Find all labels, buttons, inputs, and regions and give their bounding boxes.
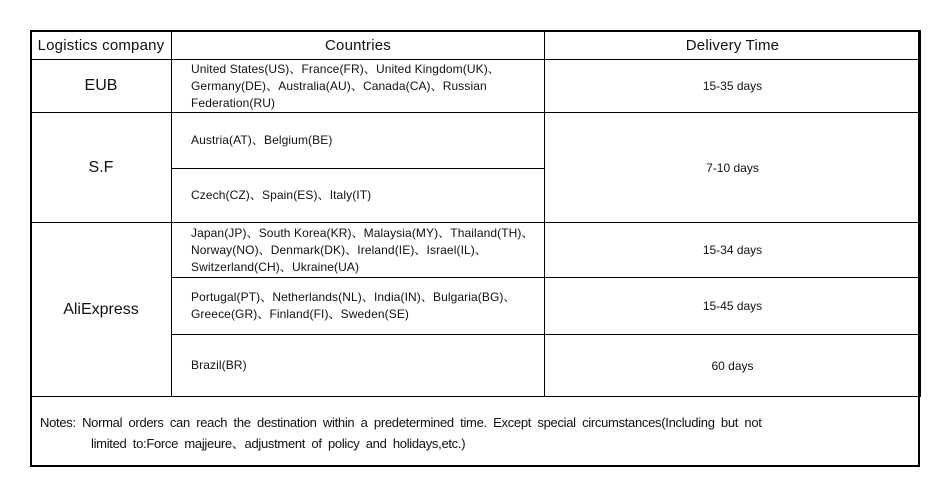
header-countries: Countries [172, 31, 545, 60]
notes-line-2: limited to:Force majjeure、adjustment of policy and holidays,etc.) [91, 436, 466, 451]
table-header-row [31, 31, 921, 60]
delivery-time-cell: 15-34 days [545, 223, 921, 278]
delivery-time-cell: 15-35 days [545, 60, 921, 113]
company-aliexpress: AliExpress [31, 223, 172, 397]
header-delivery-time: Delivery Time [545, 31, 921, 60]
table-row [31, 223, 921, 278]
delivery-time-cell: 7-10 days [545, 113, 921, 223]
shipping-table [30, 30, 921, 397]
company-sf: S.F [31, 113, 172, 223]
countries-cell: Czech(CZ)、Spain(ES)、Italy(IT) [172, 169, 545, 223]
delivery-time-cell: 60 days [545, 335, 921, 397]
countries-cell: United States(US)、France(FR)、United Kingdom(UK)、Germany(DE)、Australia(AU)、Canada(CA)、Russian Federation(RU) [172, 60, 545, 113]
countries-cell: Portugal(PT)、Netherlands(NL)、India(IN)、Bulgaria(BG)、Greece(GR)、Finland(FI)、Sweden(SE) [172, 278, 545, 335]
table-row [31, 60, 921, 113]
header-logistics-company: Logistics company [31, 31, 172, 60]
company-eub: EUB [31, 60, 172, 113]
countries-cell: Austria(AT)、Belgium(BE) [172, 113, 545, 169]
countries-cell: Japan(JP)、South Korea(KR)、Malaysia(MY)、Thailand(TH)、Norway(NO)、Denmark(DK)、Ireland(IE)、Israel(IL)、Switzerland(CH)、Ukraine(UA) [172, 223, 545, 278]
notes-line-1: Notes: Normal orders can reach the destination within a predetermined time. Except special circumstances(Including but not [40, 415, 762, 430]
table-row [31, 113, 921, 169]
countries-cell: Brazil(BR) [172, 335, 545, 397]
delivery-time-cell: 15-45 days [545, 278, 921, 335]
notes [40, 412, 900, 454]
